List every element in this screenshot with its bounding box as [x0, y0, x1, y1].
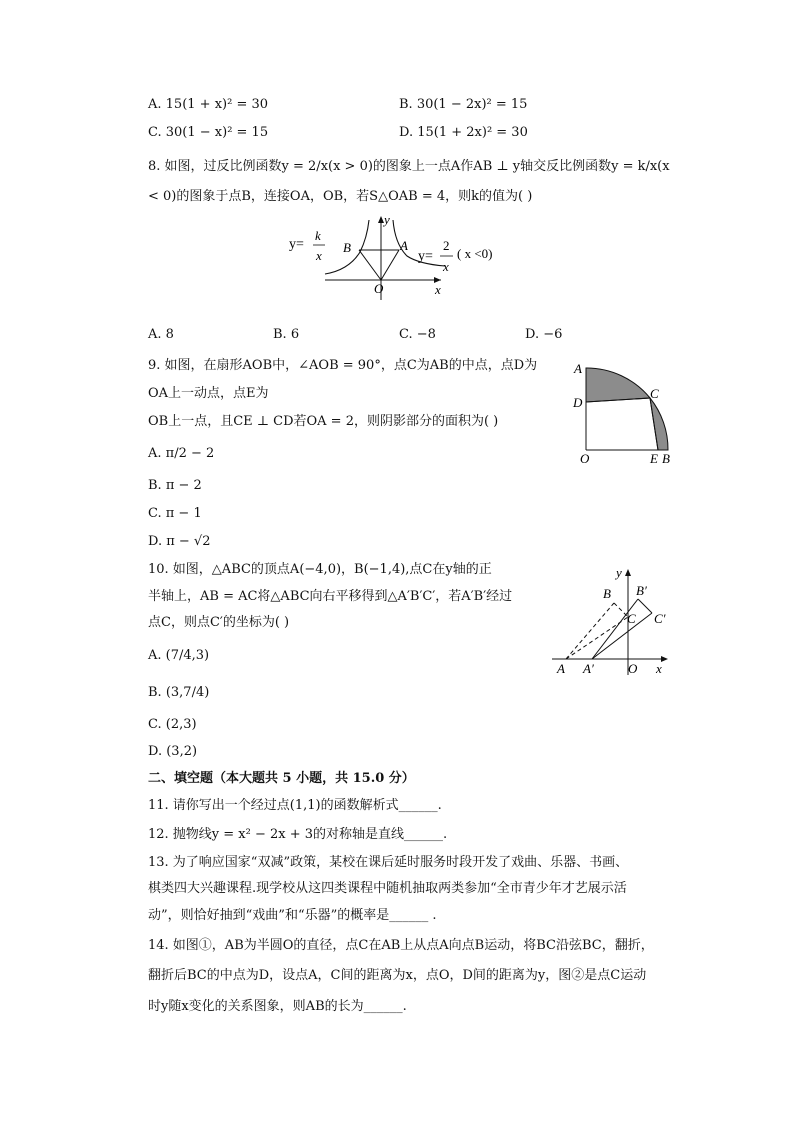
- q10-option-a: A. (7/4,3): [148, 648, 210, 663]
- q14-stem-line1: 14. 如图①，AB为半圆O的直径，点C在AB上从点A向点B运动，将BC沿弦BC，翻折，: [148, 938, 654, 953]
- q8-option-d: D. −6: [525, 327, 563, 342]
- q10-option-b: B. (3,7/4): [148, 685, 210, 700]
- q13-stem-line3: 动”，则恰好抽到“戏曲”和“乐器”的概率是______ .: [148, 908, 437, 923]
- q9-point-c: C: [650, 386, 659, 401]
- q9-stem-line2: OA上一动点，点E为: [148, 386, 269, 401]
- q7-option-c: C. 30(1 − x)² = 15: [148, 125, 269, 140]
- q8-point-a: A: [400, 238, 408, 253]
- section-heading-fill-in: 二、填空题（本大题共 5 小题，共 15.0 分）: [148, 771, 415, 786]
- q14-stem-line2: 翻折后BC的中点为D，设点A，C间的距离为x，点O，D间的距离为y，图②是点C运动: [148, 968, 647, 983]
- q8-right-x: x: [443, 259, 449, 274]
- q10-origin: O: [628, 661, 638, 676]
- q11-stem: 11. 请你写出一个经过点(1,1)的函数解析式______.: [148, 798, 442, 813]
- q13-stem-line1: 13. 为了响应国家“双减”政策，某校在课后延时服务时段开发了戏曲、乐器、书画、: [148, 855, 629, 870]
- q10-y-axis-label: y: [616, 565, 622, 580]
- q10-stem-line2: 半轴上，AB = AC将△ABC向右平移得到△A′B′C′，若A′B′经过: [148, 589, 513, 604]
- q10-stem-line3: 点C，则点C′的坐标为( ): [148, 615, 290, 630]
- q12-stem: 12. 抛物线y = x² − 2x + 3的对称轴是直线______.: [148, 827, 448, 842]
- q9-point-e: E: [650, 451, 658, 466]
- q10-point-b-prime: B′: [636, 583, 647, 598]
- q9-option-c: C. π − 1: [148, 506, 202, 521]
- q7-option-d: D. 15(1 + 2x)² = 30: [399, 125, 528, 140]
- q10-point-a: A: [557, 661, 565, 676]
- q10-option-c: C. (2,3): [148, 717, 197, 732]
- q10-point-c: C: [627, 611, 636, 626]
- q9-point-d: D: [573, 395, 583, 410]
- q8-left-k: k: [315, 228, 321, 243]
- q14-stem-line3: 时y随x变化的关系图象，则AB的长为______.: [148, 999, 407, 1014]
- q9-point-b: B: [662, 451, 670, 466]
- q8-left-x: x: [316, 248, 322, 263]
- q9-option-d: D. π − √2: [148, 534, 211, 549]
- q8-point-b: B: [343, 240, 351, 255]
- q8-right-function-label: y=: [418, 249, 433, 264]
- q8-stem-line1: 8. 如图，过反比例函数y = 2/x(x > 0)的图象上一点A作AB ⊥ y轴交反比例函数y = k/x(x: [148, 159, 670, 174]
- q8-right-condition: ( x <0): [457, 246, 493, 261]
- q10-figure: [548, 563, 673, 678]
- q8-origin: O: [374, 281, 384, 296]
- q9-stem-line1: 9. 如图，在扇形AOB中，∠AOB = 90°，点C为AB的中点，点D为: [148, 358, 538, 373]
- q10-option-d: D. (3,2): [148, 744, 198, 759]
- q10-stem-line1: 10. 如图，△ABC的顶点A(−4,0)，B(−1,4),点C在y轴的正: [148, 562, 492, 577]
- q8-option-a: A. 8: [148, 327, 174, 342]
- q9-point-a: A: [574, 361, 582, 376]
- q8-right-2: 2: [443, 238, 450, 253]
- q8-option-c: C. −8: [399, 327, 436, 342]
- q9-stem-line3: OB上一点，且CE ⊥ CD若OA = 2，则阴影部分的面积为( ): [148, 414, 499, 429]
- q9-point-o: O: [580, 451, 590, 466]
- q8-y-axis-label: y: [384, 212, 390, 227]
- q10-point-c-prime: C′: [654, 611, 666, 626]
- q13-stem-line2: 棋类四大兴趣课程.现学校从这四类课程中随机抽取两类参加“全市青少年才艺展示活: [148, 881, 627, 896]
- q10-point-b: B: [603, 586, 611, 601]
- q8-x-axis-label: x: [435, 282, 441, 297]
- q8-stem-line2: < 0)的图象于点B，连接OA，OB，若S△OAB = 4，则k的值为( ): [148, 189, 533, 204]
- q10-point-a-prime: A′: [583, 661, 594, 676]
- q8-option-b: B. 6: [273, 327, 300, 342]
- q10-x-axis-label: x: [656, 661, 662, 676]
- q7-option-a: A. 15(1 + x)² = 30: [148, 97, 269, 112]
- q9-option-b: B. π − 2: [148, 478, 202, 493]
- q7-option-b: B. 30(1 − 2x)² = 15: [399, 97, 528, 112]
- q9-option-a: A. π/2 − 2: [148, 446, 215, 461]
- q8-figure: [285, 212, 525, 302]
- q8-left-function-label: y=: [289, 237, 304, 252]
- q9-figure: [570, 358, 680, 466]
